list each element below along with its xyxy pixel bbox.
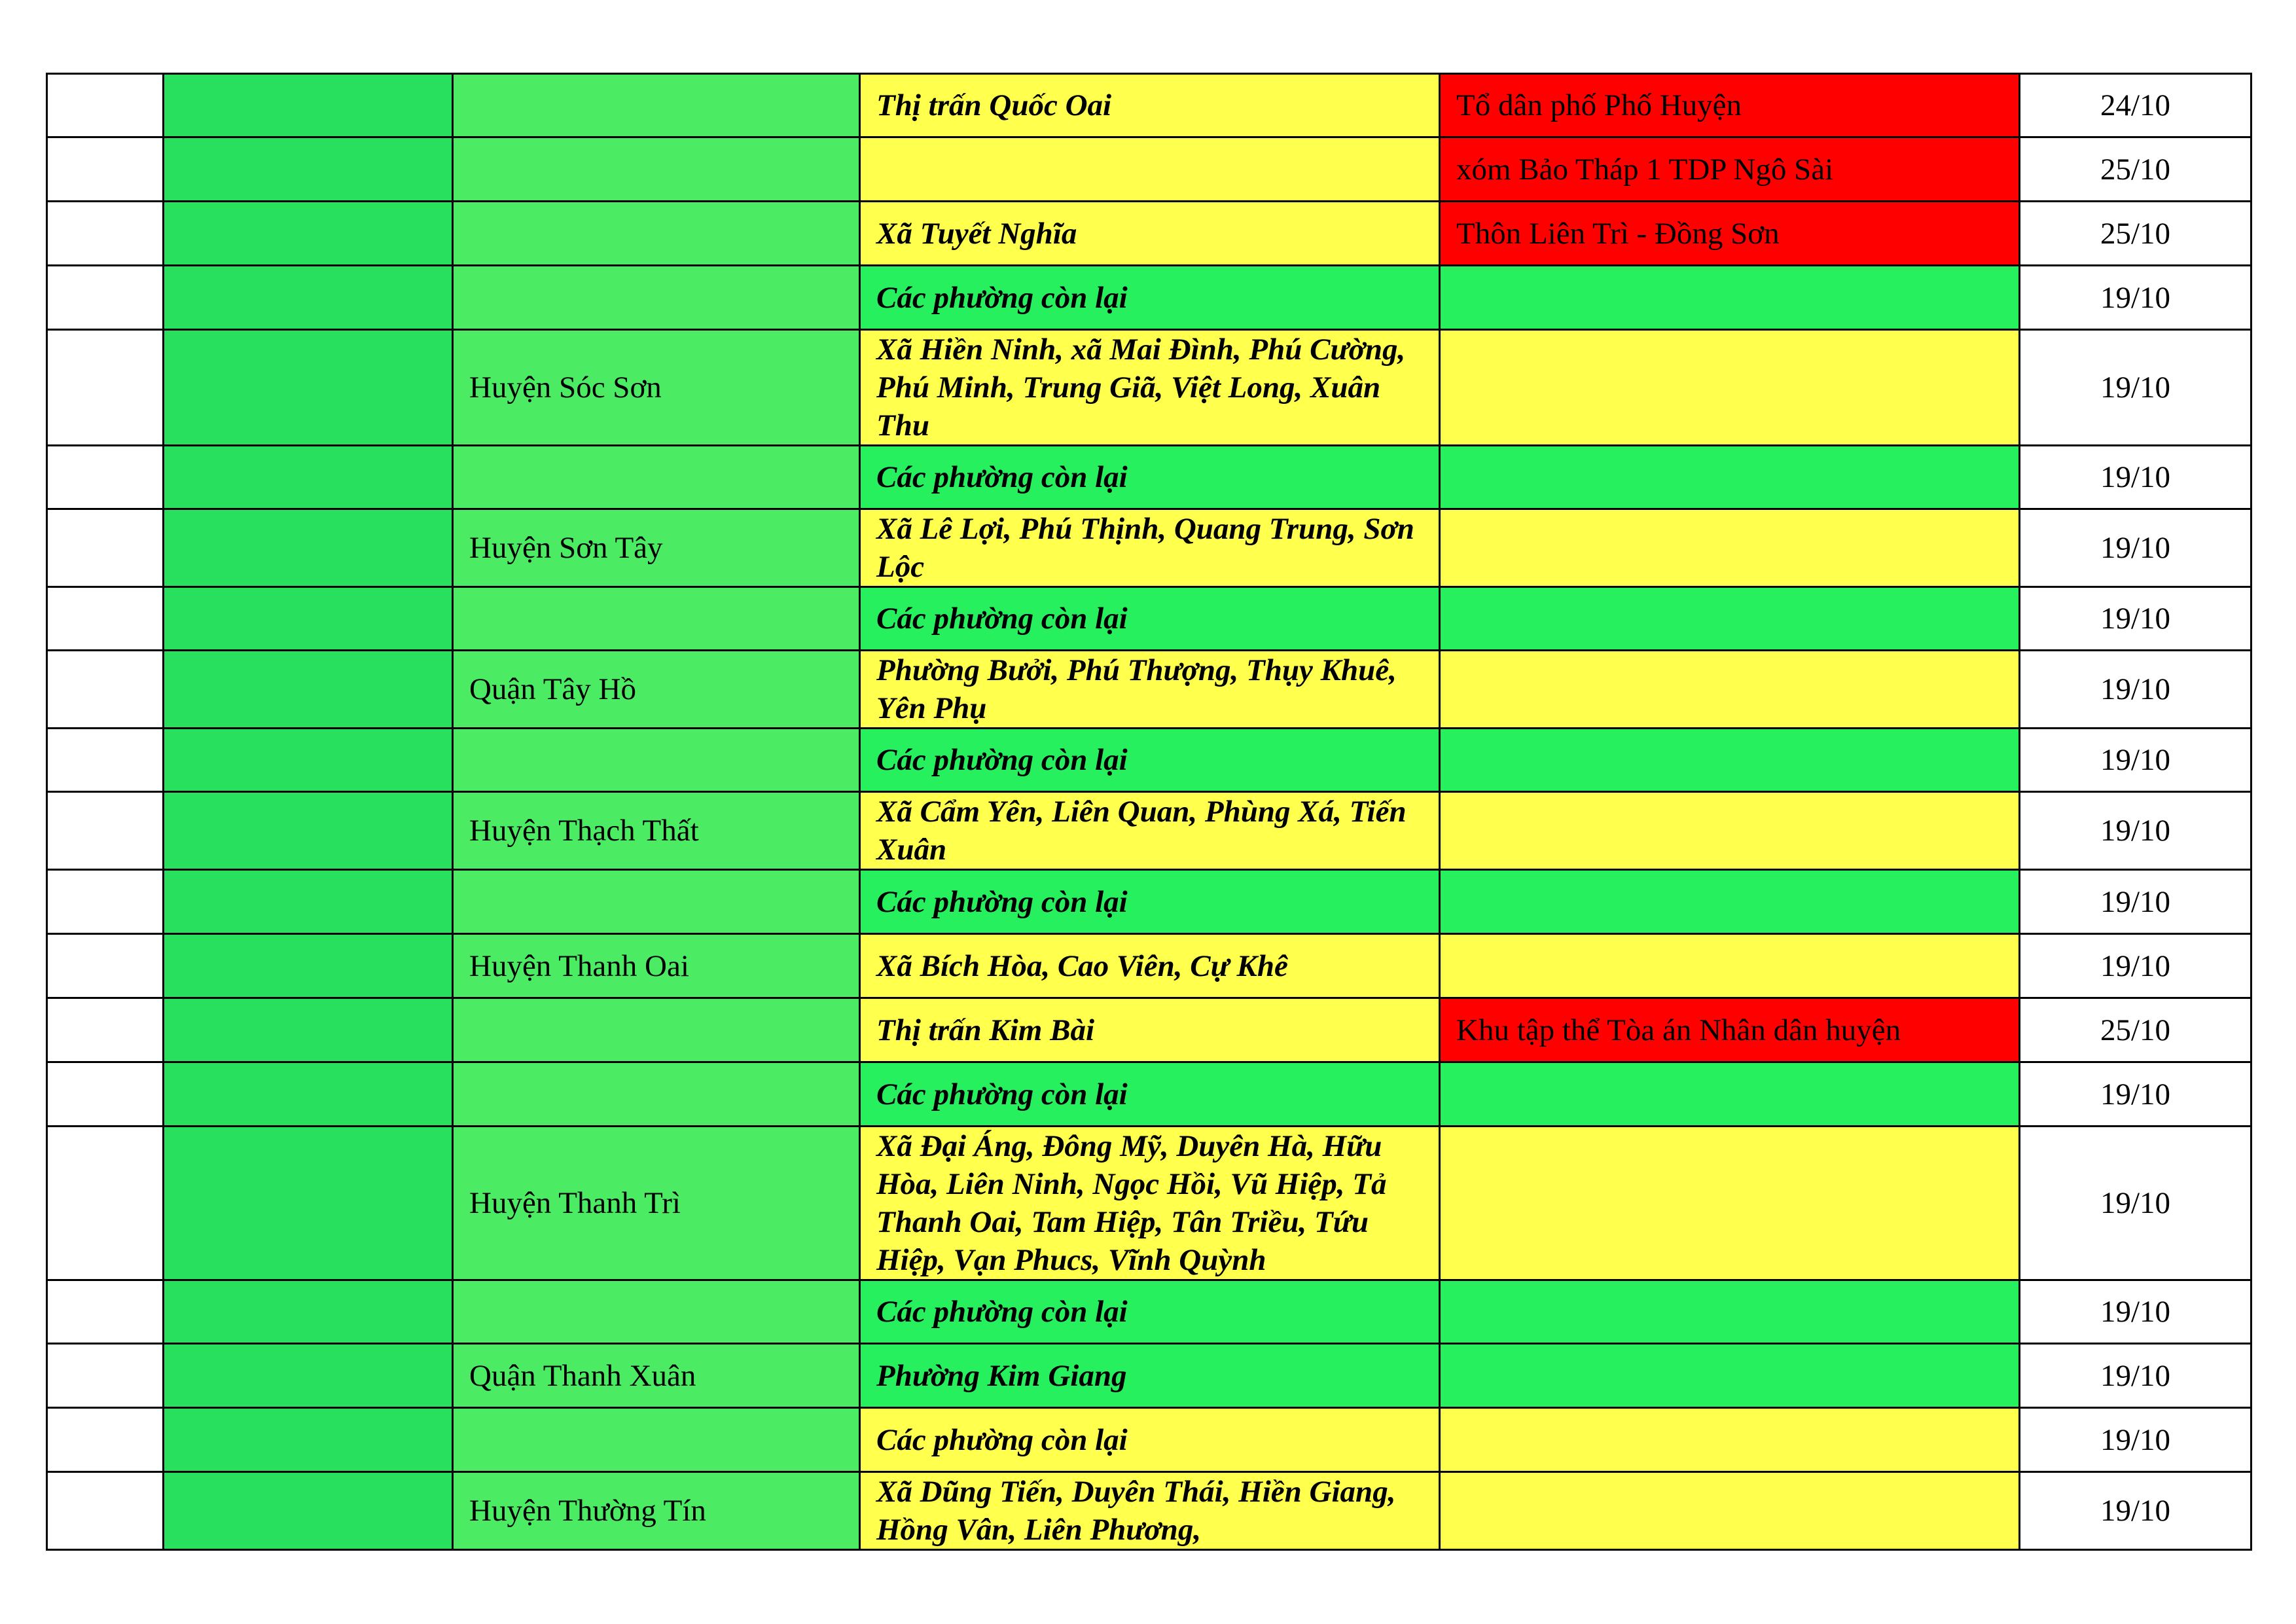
date-cell: 19/10	[2020, 509, 2251, 587]
area-cell	[860, 137, 1440, 202]
city-cell	[164, 330, 453, 446]
district-cell: Huyện Thanh Oai	[453, 934, 860, 998]
table-row	[47, 1127, 2251, 1280]
table-row	[47, 587, 2251, 651]
date-cell: 19/10	[2020, 1408, 2251, 1472]
district-cell	[453, 202, 860, 266]
stt-cell	[47, 1344, 164, 1408]
detail-cell	[1440, 1127, 2020, 1280]
stt-cell	[47, 1472, 164, 1550]
table-body	[47, 74, 2251, 1550]
area-cell: Xã Lê Lợi, Phú Thịnh, Quang Trung, Sơn Lộc	[860, 509, 1440, 587]
date-cell: 19/10	[2020, 934, 2251, 998]
detail-cell	[1440, 870, 2020, 934]
city-cell	[164, 1127, 453, 1280]
table-row	[47, 792, 2251, 870]
date-cell: 19/10	[2020, 266, 2251, 330]
city-cell	[164, 1472, 453, 1550]
city-cell	[164, 1408, 453, 1472]
city-cell	[164, 729, 453, 792]
area-cell: Phường Kim Giang	[860, 1344, 1440, 1408]
stt-cell	[47, 446, 164, 509]
covid-risk-table	[46, 73, 2252, 1551]
table-row	[47, 1062, 2251, 1127]
city-cell	[164, 998, 453, 1062]
detail-cell	[1440, 792, 2020, 870]
area-cell: Các phường còn lại	[860, 870, 1440, 934]
table-row	[47, 509, 2251, 587]
date-cell: 19/10	[2020, 1280, 2251, 1344]
date-cell: 19/10	[2020, 446, 2251, 509]
district-cell: Huyện Thạch Thất	[453, 792, 860, 870]
date-cell: 19/10	[2020, 1344, 2251, 1408]
district-cell	[453, 446, 860, 509]
table-row	[47, 137, 2251, 202]
stt-cell	[47, 934, 164, 998]
city-cell	[164, 1344, 453, 1408]
table-row	[47, 1408, 2251, 1472]
city-cell	[164, 446, 453, 509]
area-cell: Xã Cẩm Yên, Liên Quan, Phùng Xá, Tiến Xuân	[860, 792, 1440, 870]
area-cell: Các phường còn lại	[860, 1062, 1440, 1127]
table-row	[47, 446, 2251, 509]
detail-cell	[1440, 509, 2020, 587]
date-cell: 19/10	[2020, 792, 2251, 870]
detail-cell: xóm Bảo Tháp 1 TDP Ngô Sài	[1440, 137, 2020, 202]
table-row	[47, 1472, 2251, 1550]
detail-cell	[1440, 934, 2020, 998]
stt-cell	[47, 870, 164, 934]
table-row	[47, 651, 2251, 729]
detail-cell	[1440, 1280, 2020, 1344]
district-cell	[453, 1280, 860, 1344]
district-cell: Huyện Sơn Tây	[453, 509, 860, 587]
city-cell	[164, 74, 453, 137]
area-cell: Xã Bích Hòa, Cao Viên, Cự Khê	[860, 934, 1440, 998]
detail-cell: Khu tập thể Tòa án Nhân dân huyện	[1440, 998, 2020, 1062]
stt-cell	[47, 792, 164, 870]
date-cell: 25/10	[2020, 202, 2251, 266]
date-cell: 19/10	[2020, 330, 2251, 446]
city-cell	[164, 137, 453, 202]
stt-cell	[47, 1062, 164, 1127]
detail-cell	[1440, 266, 2020, 330]
area-cell: Các phường còn lại	[860, 1408, 1440, 1472]
detail-cell	[1440, 446, 2020, 509]
table-row	[47, 330, 2251, 446]
date-cell: 19/10	[2020, 1062, 2251, 1127]
district-cell: Huyện Thanh Trì	[453, 1127, 860, 1280]
city-cell	[164, 792, 453, 870]
stt-cell	[47, 1408, 164, 1472]
date-cell: 19/10	[2020, 729, 2251, 792]
table-row	[47, 202, 2251, 266]
detail-cell	[1440, 1408, 2020, 1472]
table-row	[47, 74, 2251, 137]
detail-cell	[1440, 1062, 2020, 1127]
area-cell: Phường Bưởi, Phú Thượng, Thụy Khuê, Yên Phụ	[860, 651, 1440, 729]
stt-cell	[47, 1127, 164, 1280]
table-row	[47, 266, 2251, 330]
table-row	[47, 1344, 2251, 1408]
date-cell: 19/10	[2020, 1127, 2251, 1280]
city-cell	[164, 266, 453, 330]
date-cell: 24/10	[2020, 74, 2251, 137]
district-cell	[453, 1408, 860, 1472]
area-cell: Xã Hiền Ninh, xã Mai Đình, Phú Cường, Phú Minh, Trung Giã, Việt Long, Xuân Thu	[860, 330, 1440, 446]
area-cell: Các phường còn lại	[860, 1280, 1440, 1344]
district-cell	[453, 587, 860, 651]
city-cell	[164, 870, 453, 934]
stt-cell	[47, 729, 164, 792]
area-cell: Các phường còn lại	[860, 266, 1440, 330]
stt-cell	[47, 330, 164, 446]
area-cell: Thị trấn Quốc Oai	[860, 74, 1440, 137]
detail-cell	[1440, 651, 2020, 729]
city-cell	[164, 1062, 453, 1127]
stt-cell	[47, 998, 164, 1062]
table-row	[47, 1280, 2251, 1344]
district-cell	[453, 729, 860, 792]
district-cell	[453, 1062, 860, 1127]
district-cell: Huyện Sóc Sơn	[453, 330, 860, 446]
stt-cell	[47, 1280, 164, 1344]
stt-cell	[47, 74, 164, 137]
district-cell	[453, 870, 860, 934]
district-cell	[453, 998, 860, 1062]
table-row	[47, 729, 2251, 792]
city-cell	[164, 1280, 453, 1344]
city-cell	[164, 509, 453, 587]
area-cell: Xã Dũng Tiến, Duyên Thái, Hiền Giang, Hồng Vân, Liên Phương,	[860, 1472, 1440, 1550]
area-cell: Các phường còn lại	[860, 587, 1440, 651]
date-cell: 19/10	[2020, 1472, 2251, 1550]
detail-cell	[1440, 330, 2020, 446]
detail-cell	[1440, 729, 2020, 792]
table-row	[47, 870, 2251, 934]
city-cell	[164, 651, 453, 729]
stt-cell	[47, 651, 164, 729]
district-cell	[453, 266, 860, 330]
detail-cell	[1440, 1344, 2020, 1408]
area-cell: Các phường còn lại	[860, 446, 1440, 509]
district-cell: Quận Thanh Xuân	[453, 1344, 860, 1408]
stt-cell	[47, 509, 164, 587]
detail-cell: Tổ dân phố Phố Huyện	[1440, 74, 2020, 137]
stt-cell	[47, 587, 164, 651]
city-cell	[164, 587, 453, 651]
date-cell: 25/10	[2020, 998, 2251, 1062]
area-cell: Thị trấn Kim Bài	[860, 998, 1440, 1062]
date-cell: 19/10	[2020, 651, 2251, 729]
area-cell: Xã Tuyết Nghĩa	[860, 202, 1440, 266]
table-row	[47, 998, 2251, 1062]
stt-cell	[47, 202, 164, 266]
detail-cell	[1440, 1472, 2020, 1550]
district-cell	[453, 137, 860, 202]
district-cell: Huyện Thường Tín	[453, 1472, 860, 1550]
stt-cell	[47, 137, 164, 202]
district-cell: Quận Tây Hồ	[453, 651, 860, 729]
detail-cell: Thôn Liên Trì - Đồng Sơn	[1440, 202, 2020, 266]
date-cell: 19/10	[2020, 870, 2251, 934]
district-cell	[453, 74, 860, 137]
date-cell: 19/10	[2020, 587, 2251, 651]
city-cell	[164, 202, 453, 266]
area-cell: Các phường còn lại	[860, 729, 1440, 792]
table-row	[47, 934, 2251, 998]
city-cell	[164, 934, 453, 998]
detail-cell	[1440, 587, 2020, 651]
stt-cell	[47, 266, 164, 330]
area-cell: Xã Đại Áng, Đông Mỹ, Duyên Hà, Hữu Hòa, Liên Ninh, Ngọc Hồi, Vũ Hiệp, Tả Thanh Oai, Tam Hiệp, Tân Triều, Tứu Hiệp, Vạn Phucs, Vĩnh Quỳnh	[860, 1127, 1440, 1280]
date-cell: 25/10	[2020, 137, 2251, 202]
